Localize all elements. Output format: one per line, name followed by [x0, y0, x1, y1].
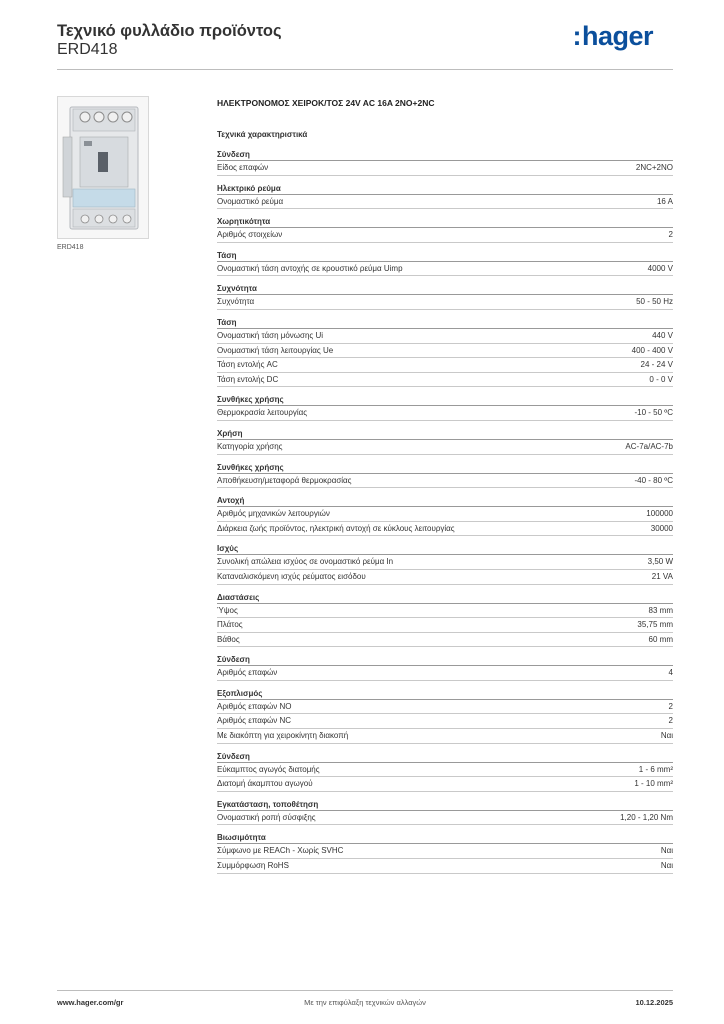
technical-characteristics-heading: Τεχνικά χαρακτηριστικά	[217, 130, 308, 139]
spec-section	[217, 750, 673, 792]
spec-value: 1,20 - 1,20 Nm	[620, 812, 673, 822]
spec-section	[217, 249, 673, 277]
spec-label: Αριθμός επαφών NC	[217, 716, 292, 726]
spec-label: Κατηγορία χρήσης	[217, 441, 283, 451]
spec-section	[217, 148, 673, 176]
spec-label: Με διακόπτη για χειροκίνητη διακοπή	[217, 731, 349, 741]
spec-row	[217, 729, 673, 744]
spec-label: Αριθμός επαφών	[217, 668, 278, 678]
spec-value: 16 A	[656, 196, 673, 206]
spec-row	[217, 618, 673, 633]
spec-row	[217, 859, 673, 874]
spec-value: 21 VA	[651, 571, 673, 581]
spec-label: Πλάτος	[217, 620, 243, 630]
spec-row	[217, 507, 673, 522]
spec-label: Συμμόρφωση RoHS	[217, 861, 289, 871]
footer-date: 10.12.2025	[635, 998, 673, 1007]
spec-value: Ναι	[660, 861, 673, 871]
spec-label: Ύψος	[217, 605, 238, 615]
spec-value: 4	[668, 668, 673, 678]
spec-label: Αριθμός στοιχείων	[217, 230, 283, 240]
header-divider	[57, 69, 673, 70]
spec-row	[217, 763, 673, 778]
product-image-caption: ERD418	[57, 244, 84, 251]
product-image	[57, 96, 149, 239]
spec-row	[217, 555, 673, 570]
hager-logo: :hager	[572, 21, 653, 51]
spec-label: Είδος επαφών	[217, 163, 269, 172]
spec-section	[217, 182, 673, 210]
spec-label: Ονομαστική τάση αντοχής σε κρουστικό ρεύμα Uimp	[217, 263, 403, 273]
spec-value: 2NC+2NO	[635, 163, 673, 172]
section-title: Βιωσιμότητα	[217, 831, 673, 844]
spec-section	[217, 427, 673, 455]
spec-section	[217, 542, 673, 584]
spec-section	[217, 831, 673, 873]
product-name: ΗΛΕΚΤΡΟΝΟΜΟΣ ΧΕΙΡΟΚ/ΤΟΣ 24V AC 16A 2NO+2NC	[217, 98, 435, 108]
section-title: Χωρητικότητα	[217, 215, 673, 228]
spec-section	[217, 461, 673, 489]
spec-label: Σύμφωνο με REACh - Χωρίς SVHC	[217, 846, 344, 856]
spec-row	[217, 474, 673, 489]
section-title: Εγκατάσταση, τοποθέτηση	[217, 798, 673, 811]
spec-value: 0 - 0 V	[649, 374, 673, 384]
spec-value: 2	[668, 701, 673, 711]
section-title: Συνθήκες χρήσης	[217, 461, 673, 474]
spec-value: 2	[668, 230, 673, 240]
spec-sections	[217, 148, 673, 874]
spec-row	[217, 344, 673, 359]
section-title: Σύνδεση	[217, 750, 673, 763]
spec-value: 4000 V	[647, 263, 673, 273]
section-title: Σύνδεση	[217, 653, 673, 666]
specifications	[217, 96, 673, 874]
spec-label: Ονομαστική τάση μόνωσης Ui	[217, 330, 324, 340]
spec-row	[217, 604, 673, 619]
spec-label: Θερμοκρασία λειτουργίας	[217, 408, 308, 418]
spec-section	[217, 316, 673, 387]
section-title: Τάση	[217, 249, 673, 262]
section-title: Τάση	[217, 316, 673, 329]
section-title: Σύνδεση	[217, 148, 673, 161]
spec-row	[217, 844, 673, 859]
spec-section	[217, 591, 673, 648]
spec-label: Ονομαστική ροπή σύσφιξης	[217, 812, 316, 822]
spec-section	[217, 393, 673, 421]
spec-section	[217, 798, 673, 826]
spec-row	[217, 228, 673, 243]
spec-row	[217, 195, 673, 210]
spec-row	[217, 522, 673, 537]
spec-label: Ονομαστικό ρεύμα	[217, 196, 284, 206]
spec-value: AC-7a/AC-7b	[625, 441, 673, 451]
spec-section	[217, 282, 673, 310]
spec-value: -40 - 80 ºC	[634, 475, 673, 485]
spec-label: Βάθος	[217, 634, 240, 644]
spec-label: Τάση εντολής AC	[217, 360, 278, 370]
spec-label: Τάση εντολής DC	[217, 374, 279, 384]
spec-value: 60 mm	[648, 634, 673, 644]
page-header	[57, 20, 673, 70]
spec-value: 1 - 6 mm²	[638, 764, 673, 774]
spec-section	[217, 687, 673, 744]
spec-row	[217, 714, 673, 729]
footer-note: Με την επιφύλαξη τεχνικών αλλαγών	[304, 998, 426, 1007]
spec-row	[217, 295, 673, 310]
spec-value: 440 V	[652, 330, 673, 340]
spec-row	[217, 700, 673, 715]
spec-row	[217, 666, 673, 681]
spec-value: 1 - 10 mm²	[634, 779, 673, 789]
product-code: ERD418	[57, 41, 118, 58]
spec-value: -10 - 50 ºC	[634, 408, 673, 418]
spec-label: Ονομαστική τάση λειτουργίας Ue	[217, 345, 334, 355]
spec-label: Αριθμός επαφών NO	[217, 701, 292, 711]
section-title: Χρήση	[217, 427, 673, 440]
website-link[interactable]: www.hager.com/gr	[57, 998, 124, 1007]
spec-label: Διατομή άκαμπτου αγωγού	[217, 779, 313, 789]
spec-value: Ναι	[660, 846, 673, 856]
spec-value: 100000	[646, 509, 673, 519]
spec-label: Καταναλισκόμενη ισχύς ρεύματος εισόδου	[217, 571, 366, 581]
spec-row	[217, 633, 673, 648]
spec-row	[217, 358, 673, 373]
section-title: Συχνότητα	[217, 282, 673, 295]
spec-row	[217, 406, 673, 421]
spec-section	[217, 653, 673, 681]
spec-value: 50 - 50 Hz	[636, 297, 673, 307]
section-title: Εξοπλισμός	[217, 687, 673, 700]
spec-value: 35,75 mm	[637, 620, 673, 630]
spec-value: 30000	[650, 523, 673, 533]
spec-value: 3,50 W	[647, 557, 673, 567]
spec-section	[217, 215, 673, 243]
spec-row	[217, 777, 673, 792]
spec-row	[217, 329, 673, 344]
spec-label: Αριθμός μηχανικών λειτουργιών	[217, 509, 330, 519]
spec-label: Αποθήκευση/μεταφορά θερμοκρασίας	[217, 475, 352, 485]
spec-value: 2	[668, 716, 673, 726]
document-title: Τεχνικό φυλλάδιο προϊόντος	[57, 22, 282, 40]
spec-label: Συχνότητα	[217, 297, 255, 307]
spec-row	[217, 373, 673, 388]
spec-value: 24 - 24 V	[640, 360, 673, 370]
spec-row	[217, 161, 673, 176]
footer-divider	[57, 990, 673, 991]
spec-row	[217, 262, 673, 277]
contactor-illustration	[58, 97, 148, 238]
spec-section	[217, 494, 673, 536]
spec-row	[217, 440, 673, 455]
spec-label: Διάρκεια ζωής προϊόντος, ηλεκτρική αντοχή σε κύκλους λειτουργίας	[217, 523, 455, 533]
spec-value: Ναι	[660, 731, 673, 741]
spec-row	[217, 570, 673, 585]
spec-row	[217, 811, 673, 826]
logo-text: hager	[581, 21, 653, 51]
spec-value: 83 mm	[648, 605, 673, 615]
section-title: Αντοχή	[217, 494, 673, 507]
spec-value: 400 - 400 V	[631, 345, 673, 355]
section-title: Ισχύς	[217, 542, 673, 555]
spec-label: Συνολική απώλεια ισχύος σε ονομαστικό ρεύμα In	[217, 557, 394, 567]
spec-label: Εύκαμπτος αγωγός διατομής	[217, 764, 320, 774]
section-title: Διαστάσεις	[217, 591, 673, 604]
section-title: Ηλεκτρικό ρεύμα	[217, 182, 673, 195]
section-title: Συνθήκες χρήσης	[217, 393, 673, 406]
